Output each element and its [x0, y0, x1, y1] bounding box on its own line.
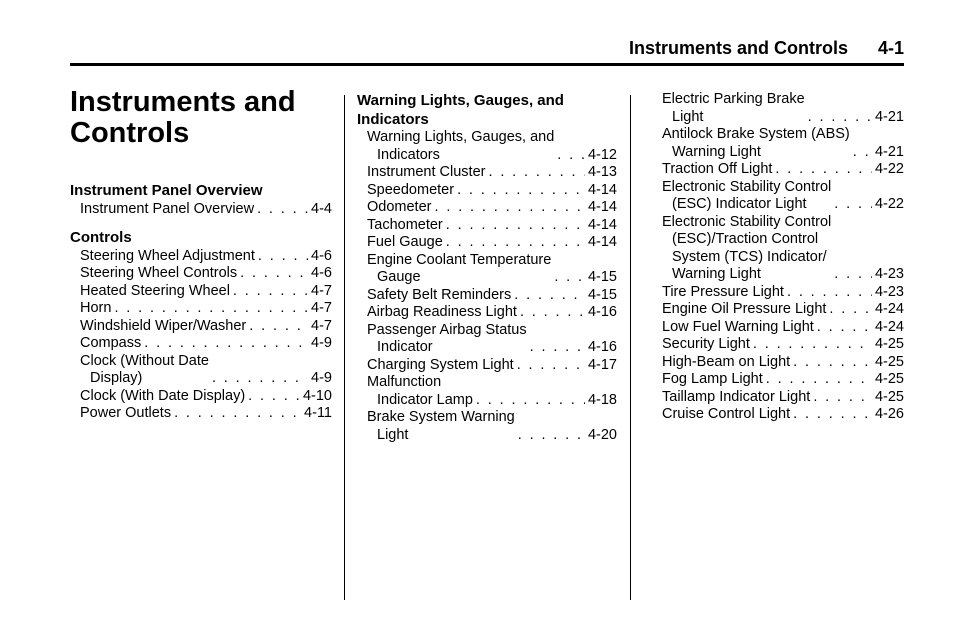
dot-leader [476, 392, 585, 410]
toc-entry-title-continuation: Display) [90, 370, 143, 386]
toc-entry-title-line: Engine Coolant Temperature [367, 251, 552, 268]
toc-entry[interactable] [357, 129, 617, 164]
toc-entry-title-line: Fuel Gauge [367, 234, 443, 250]
dot-leader [793, 406, 872, 424]
toc-entry-title [662, 336, 750, 354]
toc-entry[interactable] [70, 201, 332, 219]
toc-entry-title-line: Steering Wheel Adjustment [80, 247, 255, 264]
toc-entry-title [662, 319, 814, 337]
toc-entry-title-line: Low Fuel Warning Light [662, 318, 814, 335]
toc-entry[interactable] [70, 265, 332, 283]
toc-entry[interactable] [652, 406, 904, 424]
toc-entry-title-line: Safety Belt Reminders [367, 286, 512, 303]
toc-entry-title-line: Cruise Control Light [662, 406, 791, 422]
toc-entry[interactable] [652, 389, 904, 407]
toc-page-number: 4-22 [874, 196, 904, 212]
toc-entry-title-line: Security Light [662, 336, 750, 352]
toc-page-number: 4-17 [587, 356, 617, 373]
toc-entry-title [662, 354, 790, 372]
toc-entry[interactable] [357, 357, 617, 375]
header-section-title: Instruments and Controls [628, 38, 848, 58]
toc-entry-title-line: High-Beam on Light [662, 353, 791, 370]
toc-entry[interactable] [357, 182, 617, 200]
dot-leader [249, 318, 308, 336]
toc-page-number: 4-25 [874, 371, 904, 387]
toc-entry-title [662, 214, 831, 284]
toc-page-number: 4-25 [874, 336, 904, 352]
toc-entry-title-line: Taillamp Indicator Light [662, 388, 811, 405]
toc-entry-title-line: Tachometer [367, 216, 443, 233]
toc-entry-title-continuation: (ESC) Indicator Light [672, 196, 807, 212]
dot-leader [114, 300, 308, 318]
toc-entry-title-line: Horn [80, 300, 112, 316]
toc-entry-title-line: Electronic Stability Control [662, 213, 832, 230]
toc-entry[interactable] [652, 319, 904, 337]
toc-page-number: 4-14 [587, 199, 617, 215]
toc-entry[interactable] [70, 318, 332, 336]
toc-entry-title [80, 353, 209, 388]
toc-entry-title-line: Electric Parking Brake [662, 91, 805, 107]
toc-entry-title [80, 201, 254, 219]
toc-page-number: 4-16 [587, 304, 617, 320]
dot-leader [488, 164, 585, 182]
toc-entry-title-line: Heated Steering Wheel [80, 282, 230, 299]
toc-page-number: 4-24 [874, 301, 904, 317]
toc-entry-title [367, 409, 515, 444]
toc-entry[interactable] [652, 336, 904, 354]
toc-entry[interactable] [652, 214, 904, 284]
toc-entry[interactable] [70, 248, 332, 266]
dot-leader [233, 283, 308, 301]
toc-entry-title [367, 199, 431, 217]
toc-entry-title [80, 405, 171, 423]
dot-leader [853, 144, 872, 162]
dot-leader [554, 269, 585, 287]
toc-section-heading: Controls [70, 229, 132, 246]
toc-entry-title-line: Charging System Light [367, 356, 514, 373]
toc-entry-title-line: Tire Pressure Light [662, 283, 784, 300]
toc-entry-title [80, 335, 141, 353]
toc-entry-title-line: Airbag Readiness Light [367, 304, 517, 320]
toc-page-number: 4-7 [311, 300, 332, 316]
toc-page-number: 4-18 [587, 391, 617, 408]
toc-entry-title-continuation: Indicators [377, 146, 440, 163]
toc-page-number: 4-26 [874, 406, 904, 422]
toc-entry-title-continuation: Gauge [377, 269, 421, 285]
toc-entry-title [367, 287, 511, 305]
toc-entry[interactable] [357, 304, 617, 322]
dot-leader [829, 301, 872, 319]
toc-page-number: 4-15 [587, 286, 617, 303]
toc-entry-title [80, 318, 246, 336]
toc-page-number: 4-6 [311, 265, 332, 281]
toc-page-number: 4-20 [587, 426, 617, 443]
toc-entry-title-line: Traction Off Light [662, 161, 773, 177]
toc-entry-title-line: Passenger Airbag Status [367, 321, 527, 338]
toc-entry-title-line: Compass [80, 335, 142, 351]
chapter-title: Instruments and Controls [70, 86, 296, 149]
dot-leader [775, 161, 872, 179]
toc-entry-title-continuation: Warning Light [672, 143, 761, 160]
toc-page-number: 4-9 [311, 370, 332, 386]
toc-page-number: 4-25 [874, 388, 904, 405]
dot-leader [434, 199, 584, 217]
toc-entry-title [367, 164, 485, 182]
dot-leader [787, 284, 872, 302]
toc-entry-title [662, 126, 850, 161]
toc-entry-title [367, 234, 443, 252]
toc-entry[interactable] [652, 354, 904, 372]
toc-section-heading: Warning Lights, Gauges, and Indicators [357, 92, 564, 128]
toc-column-2 [357, 92, 617, 444]
toc-entry-title-line: Instrument Panel Overview [80, 200, 255, 217]
header-rule [70, 63, 904, 66]
toc-page-number: 4-24 [874, 318, 904, 335]
toc-entry[interactable] [652, 161, 904, 179]
toc-entry-title-line: Windshield Wiper/Washer [80, 317, 247, 334]
toc-section-heading: Instrument Panel Overview [70, 182, 263, 199]
dot-leader [248, 388, 300, 406]
toc-entry[interactable] [652, 126, 904, 161]
running-header [629, 38, 904, 59]
toc-entry-title [367, 182, 454, 200]
toc-column-1 [70, 182, 332, 423]
toc-entry-title [367, 304, 517, 322]
toc-entry-title [662, 301, 826, 319]
toc-entry-title-line: Warning Lights, Gauges, and [367, 129, 555, 145]
toc-entry-title [80, 388, 245, 406]
toc-entry-title-line: Antilock Brake System (ABS) [662, 126, 850, 142]
toc-entry-title-line: Malfunction [367, 374, 442, 390]
toc-entry-title-continuation: Light [672, 108, 704, 125]
toc-entry-title-line: Steering Wheel Controls [80, 265, 238, 281]
dot-leader [793, 354, 872, 372]
toc-page-number: 4-4 [311, 200, 332, 217]
toc-entry-title [367, 357, 514, 375]
toc-entry[interactable] [652, 179, 904, 214]
toc-entry[interactable] [652, 301, 904, 319]
toc-entry-title-line: Instrument Cluster [367, 164, 486, 180]
toc-page-number: 4-7 [311, 317, 332, 334]
toc-entry-title-line: Electronic Stability Control [662, 178, 832, 195]
toc-entry-title-line: Odometer [367, 199, 432, 215]
toc-entry-title-line: Engine Oil Pressure Light [662, 301, 827, 317]
toc-column-3 [652, 91, 904, 424]
dot-leader [808, 109, 872, 127]
toc-entry[interactable] [652, 371, 904, 389]
toc-entry-title [80, 283, 230, 301]
toc-entry[interactable] [652, 284, 904, 302]
toc-page-number: 4-23 [874, 266, 904, 282]
dot-leader [212, 370, 308, 388]
toc-page-number: 4-12 [587, 146, 617, 163]
toc-entry-title-line: Clock (With Date Display) [80, 387, 246, 404]
toc-page-number: 4-16 [587, 339, 617, 355]
toc-entry-title [662, 179, 831, 214]
toc-entry-title [367, 322, 527, 357]
toc-entry-title [662, 406, 790, 424]
toc-entry-title-continuation: Indicator [377, 339, 433, 355]
toc-page-number: 4-14 [587, 216, 617, 233]
toc-entry-title [662, 389, 810, 407]
toc-entry[interactable] [357, 322, 617, 357]
toc-page-number: 4-14 [587, 234, 617, 250]
toc-entry-title-continuation: (ESC)/Traction Control System (TCS) Indicator/ Warning Light [672, 231, 827, 282]
header-page-number: 4-1 [877, 38, 904, 58]
toc-entry-title [367, 129, 554, 164]
toc-page-number: 4-13 [587, 164, 617, 180]
toc-page-number: 4-14 [587, 181, 617, 198]
dot-leader [446, 217, 585, 235]
toc-page-number: 4-21 [874, 108, 904, 125]
toc-entry[interactable] [357, 234, 617, 252]
dot-leader [257, 201, 308, 219]
toc-entry-title [367, 217, 443, 235]
dot-leader [446, 234, 585, 252]
toc-entry[interactable] [357, 217, 617, 235]
dot-leader [240, 265, 308, 283]
toc-page-number: 4-7 [311, 282, 332, 299]
dot-leader [517, 357, 585, 375]
dot-leader [817, 319, 872, 337]
toc-entry-title-line: Speedometer [367, 181, 455, 198]
toc-entry-title [662, 371, 763, 389]
toc-entry[interactable] [652, 91, 904, 126]
toc-entry-title [367, 252, 551, 287]
toc-entry-title [662, 161, 772, 179]
toc-entry-title [80, 248, 255, 266]
dot-leader [518, 427, 585, 445]
toc-entry-title [80, 265, 237, 283]
toc-entry[interactable] [70, 283, 332, 301]
dot-leader [144, 335, 308, 353]
toc-entry-title-continuation: Indicator Lamp [377, 391, 473, 408]
dot-leader [834, 196, 872, 214]
dot-leader [514, 287, 585, 305]
toc-entry-title [662, 91, 805, 126]
toc-entry[interactable] [70, 353, 332, 388]
toc-entry-title [662, 284, 784, 302]
dot-leader [753, 336, 872, 354]
dot-leader [557, 147, 585, 165]
column-divider [630, 95, 631, 600]
toc-page-number: 4-11 [304, 405, 332, 421]
toc-page-number: 4-22 [874, 161, 904, 177]
dot-leader [520, 304, 585, 322]
dot-leader [258, 248, 308, 266]
toc-entry[interactable] [357, 287, 617, 305]
toc-page-number: 4-21 [874, 143, 904, 160]
toc-page-number: 4-23 [874, 283, 904, 300]
dot-leader [766, 371, 872, 389]
toc-entry-title-line: Power Outlets [80, 405, 172, 421]
toc-entry[interactable] [357, 164, 617, 182]
toc-page-number: 4-25 [874, 353, 904, 370]
dot-leader [174, 405, 301, 423]
dot-leader [457, 182, 585, 200]
toc-page-number: 4-6 [311, 247, 332, 264]
toc-page-number: 4-10 [302, 387, 332, 404]
toc-entry-title-line: Fog Lamp Light [662, 371, 763, 387]
column-divider [344, 95, 345, 600]
toc-entry[interactable] [70, 388, 332, 406]
toc-entry[interactable] [70, 335, 332, 353]
dot-leader [834, 266, 872, 284]
dot-leader [530, 339, 585, 357]
toc-entry[interactable] [357, 409, 617, 444]
toc-entry-title [80, 300, 111, 318]
toc-entry[interactable] [357, 199, 617, 217]
toc-page-number: 4-9 [311, 335, 332, 351]
toc-entry[interactable] [70, 300, 332, 318]
toc-entry-title-line: Clock (Without Date [80, 352, 209, 369]
toc-entry[interactable] [357, 374, 617, 409]
toc-entry[interactable] [70, 405, 332, 423]
toc-entry-title [367, 374, 473, 409]
toc-entry-title-line: Brake System Warning [367, 409, 515, 425]
toc-entry[interactable] [357, 252, 617, 287]
toc-page-number: 4-15 [587, 269, 617, 285]
dot-leader [813, 389, 872, 407]
toc-entry-title-continuation: Light [377, 426, 409, 443]
